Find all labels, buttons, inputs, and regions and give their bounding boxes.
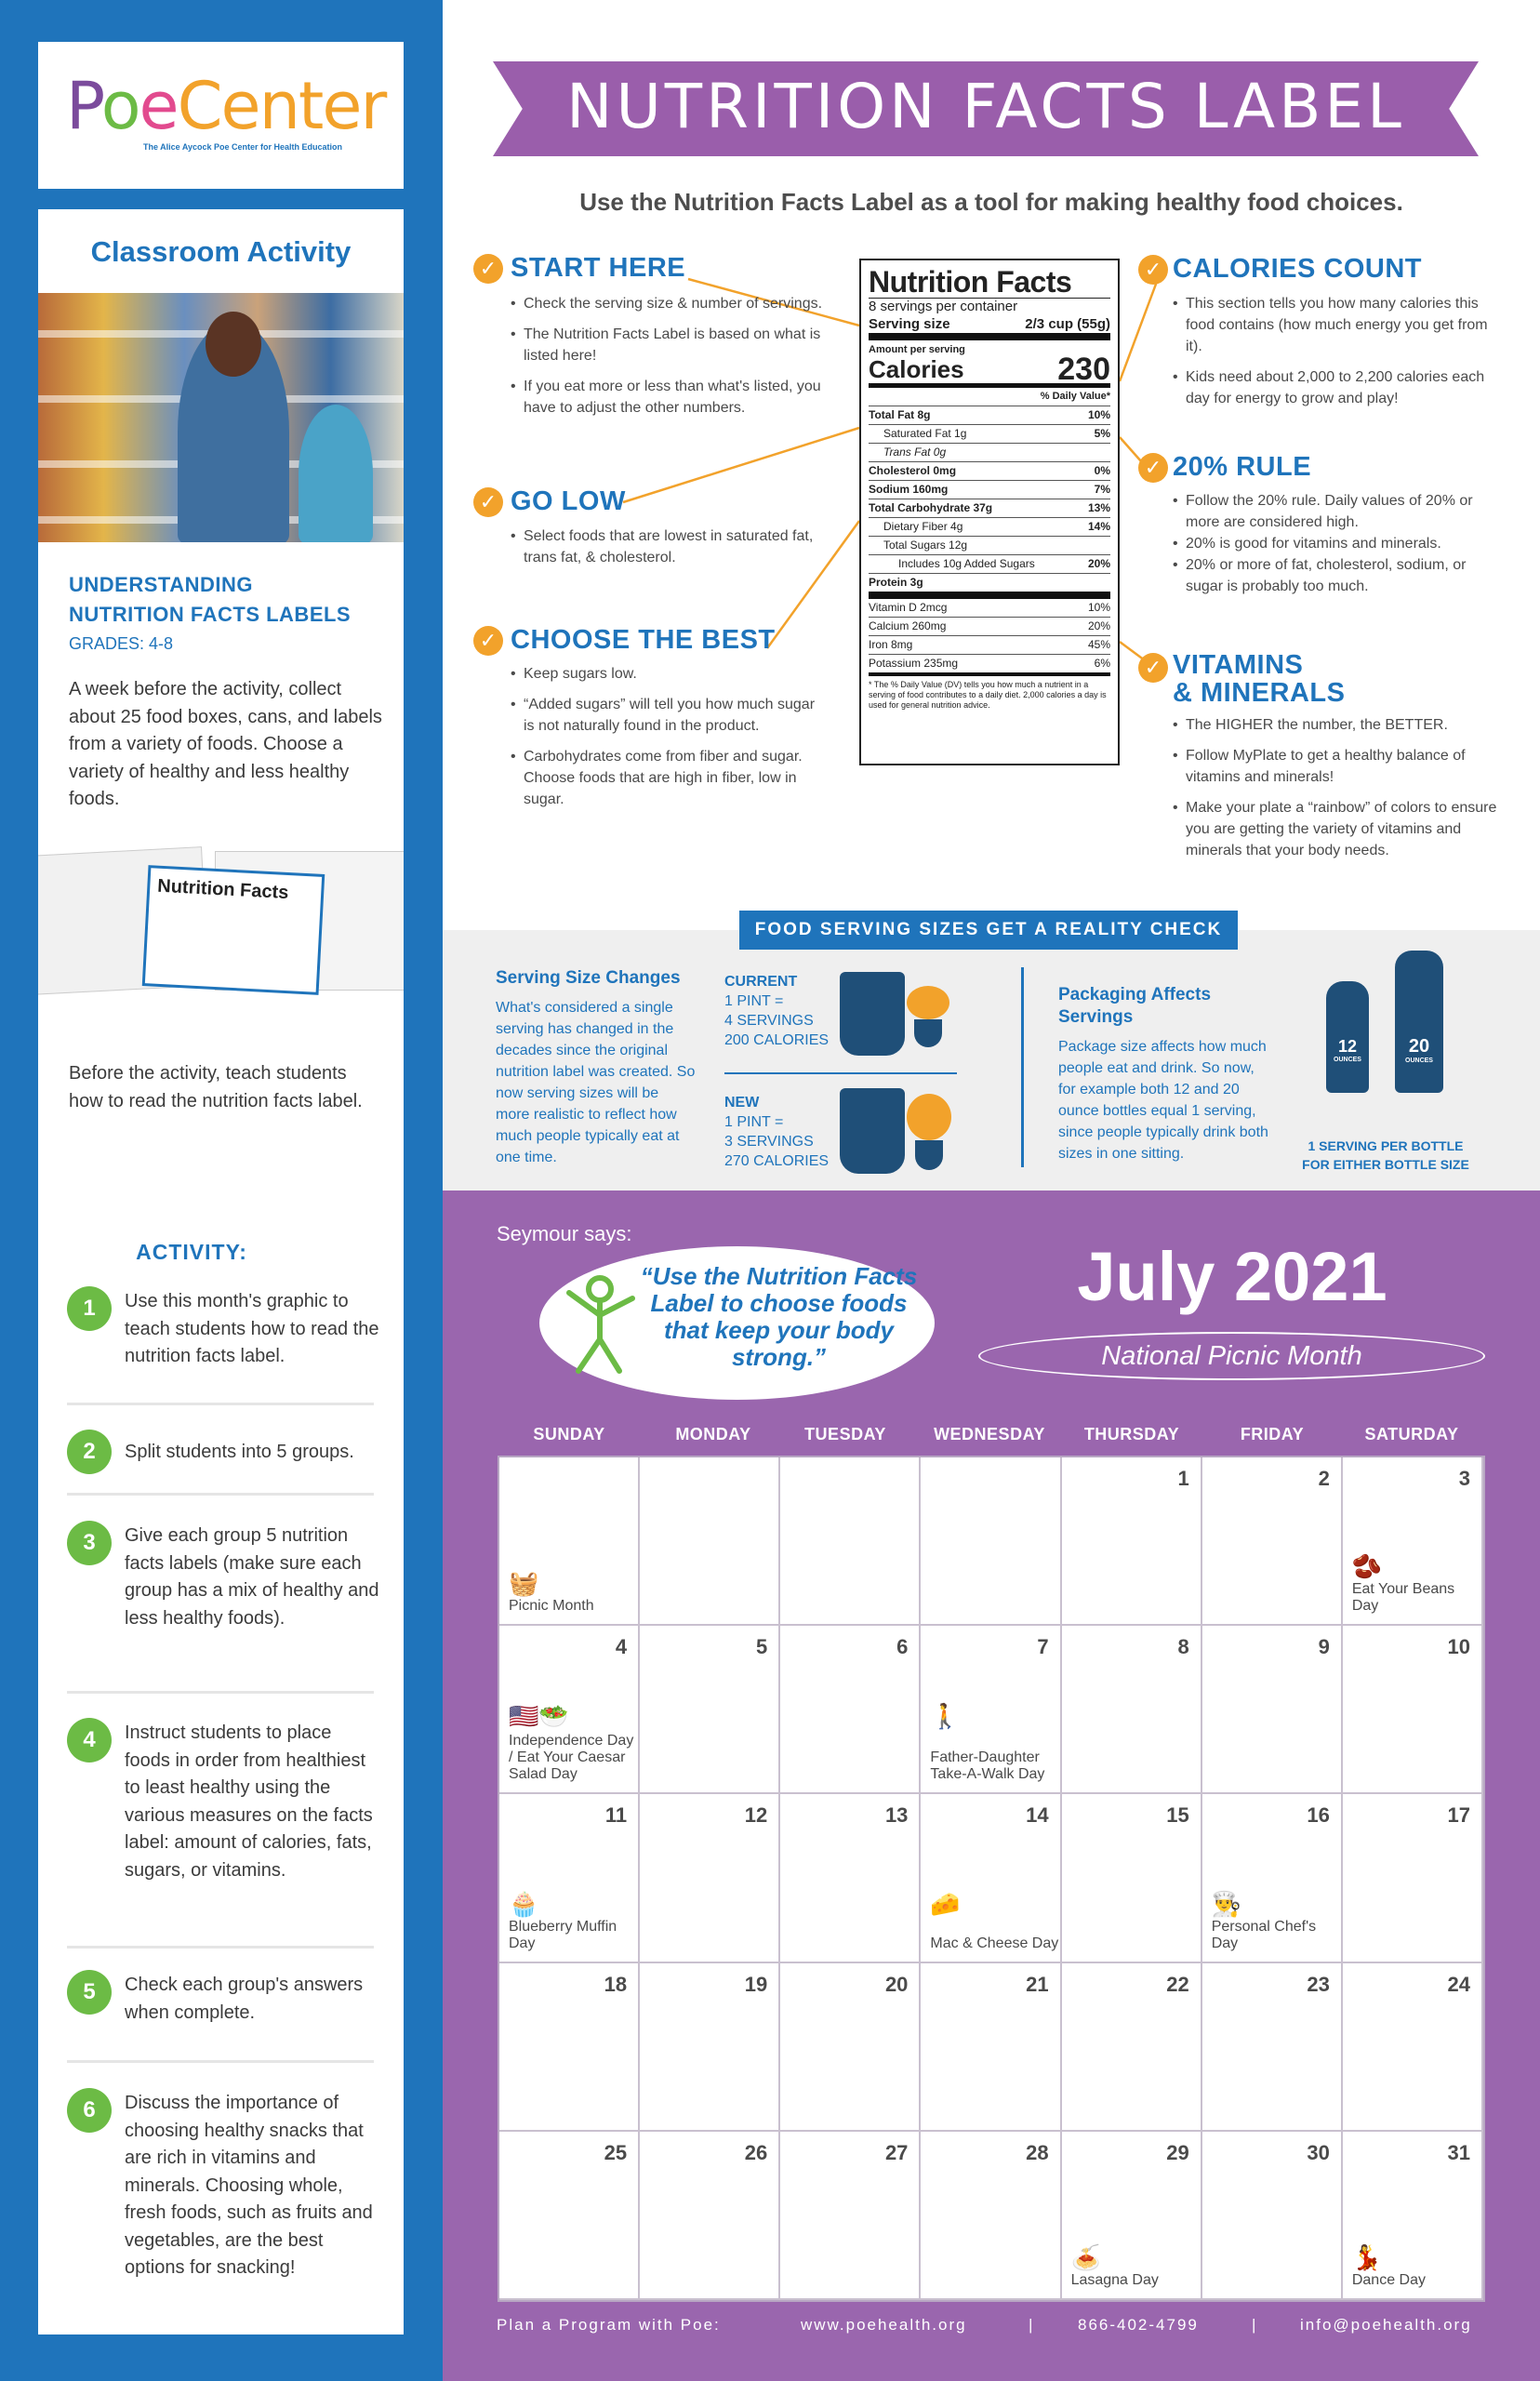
calendar-month: July 2021 bbox=[1077, 1238, 1387, 1315]
calendar-day-cell bbox=[1062, 1794, 1202, 1962]
go-low-title: GO LOW bbox=[511, 486, 626, 516]
calendar-day-cell bbox=[499, 1626, 640, 1794]
step-4: 4 Instruct students to place foods in order from healthiest to least healthy using the various measures on the facts label: amount of calories, fats, sugars, or vitamins. bbox=[67, 1718, 374, 1885]
step-1: 1 Use this month's graphic to teach students how to read the nutrition facts label. bbox=[67, 1286, 374, 1370]
day-header: SUNDAY bbox=[533, 1425, 605, 1443]
calendar-day-cell bbox=[499, 1963, 640, 2132]
calendar-theme: National Picnic Month bbox=[978, 1332, 1485, 1380]
day-number: 24 bbox=[1447, 1972, 1470, 1996]
day-number: 19 bbox=[744, 1972, 768, 1996]
day-header: SATURDAY bbox=[1364, 1425, 1459, 1443]
day-number: 15 bbox=[1166, 1803, 1189, 1828]
calendar-day-cell bbox=[1343, 1963, 1483, 2132]
calendar-day-cell bbox=[1343, 1626, 1483, 1794]
vitamins-list: • The HIGHER the number, the BETTER. • Follow MyPlate to get a healthy balance of vitamins and minerals! • Make your plate a “rainbow” of colors to ensure you are getting the variety of vitamins and minerals that your body needs. bbox=[1173, 714, 1498, 871]
serving-tag: FOOD SERVING SIZES GET A REALITY CHECK bbox=[739, 911, 1238, 950]
shopping-photo bbox=[38, 293, 404, 542]
calendar-day-cell bbox=[921, 2132, 1061, 2300]
start-here-title: START HERE bbox=[511, 253, 686, 283]
footer: Plan a Program with Poe: www.poehealth.org | 866-402-4799 | info@poehealth.org bbox=[497, 2316, 1472, 2334]
calendar-day-cell bbox=[499, 1794, 640, 1962]
day-number: 25 bbox=[604, 2140, 628, 2164]
day-number: 28 bbox=[1026, 2140, 1049, 2164]
seymour-quote: “Use the Nutrition Facts Label to choose foods that keep your body strong.” bbox=[640, 1262, 918, 1371]
calendar-event: Blueberry Muffin Day bbox=[509, 1918, 617, 1951]
choose-best-title: CHOOSE THE BEST bbox=[511, 625, 776, 655]
day-number: 11 bbox=[604, 1803, 628, 1828]
calendar-day-cell bbox=[640, 1963, 780, 2132]
go-low-list: • Select foods that are lowest in saturated fat, trans fat, & cholesterol. bbox=[511, 525, 827, 578]
ice-cream-icon bbox=[907, 1094, 953, 1174]
page-title: NUTRITION FACTS LABEL bbox=[566, 71, 1405, 142]
calendar-event: Dance Day bbox=[1351, 2271, 1426, 2288]
day-number: 2 bbox=[1318, 1467, 1330, 1490]
day-number: 22 bbox=[1166, 1972, 1189, 1996]
check-icon: ✓ bbox=[473, 626, 503, 656]
calendar-event: Independence Day / Eat Your Caesar Salad Day bbox=[509, 1733, 634, 1783]
before-text: Before the activity, teach students how to read the nutrition facts label. bbox=[69, 1063, 363, 1111]
labels-image: Nutrition Facts bbox=[38, 823, 404, 1004]
calendar-day-cell bbox=[1343, 1794, 1483, 1962]
day-number: 3 bbox=[1458, 1467, 1470, 1490]
dance-icon: 💃 bbox=[1351, 2242, 1383, 2271]
day-number: 7 bbox=[1037, 1635, 1049, 1659]
calendar-day-cell bbox=[1062, 2132, 1202, 2300]
panel-title: Classroom Activity bbox=[90, 235, 352, 268]
day-header: FRIDAY bbox=[1240, 1425, 1305, 1443]
chef-icon: 👨‍🍳 bbox=[1211, 1889, 1242, 1918]
day-number: 30 bbox=[1307, 2140, 1330, 2164]
calendar-event: Picnic Month bbox=[509, 1598, 594, 1615]
calendar-day-cell bbox=[1202, 1963, 1343, 2132]
calendar-day-cell bbox=[780, 1457, 921, 1626]
new-serving: NEW 1 PINT = 3 SERVINGS 270 CALORIES bbox=[724, 1095, 830, 1169]
start-here-list: • Check the serving size & number of servings. • The Nutrition Facts Label is based on what is listed here! • If you eat more or less than what's listed, you have to adjust the other numbers. bbox=[511, 293, 827, 428]
day-number: 10 bbox=[1447, 1635, 1470, 1659]
activity-title: ACTIVITY: bbox=[136, 1240, 247, 1264]
day-number: 8 bbox=[1177, 1635, 1189, 1659]
calendar-day-cell bbox=[1202, 1457, 1343, 1626]
day-header: TUESDAY bbox=[804, 1425, 886, 1443]
day-number: 23 bbox=[1307, 1972, 1330, 1996]
check-icon: ✓ bbox=[1138, 453, 1168, 483]
calendar-day-cell bbox=[1202, 1626, 1343, 1794]
current-serving: CURRENT 1 PINT = 4 SERVINGS 200 CALORIES bbox=[724, 974, 830, 1048]
pint-icon bbox=[840, 972, 905, 1056]
step-5: 5 Check each group's answers when complete. bbox=[67, 1970, 374, 2026]
day-number: 4 bbox=[615, 1635, 628, 1659]
calendar-day-cell bbox=[1202, 1794, 1343, 1962]
day-number: 27 bbox=[884, 2140, 909, 2164]
day-header: MONDAY bbox=[675, 1425, 751, 1443]
section-title: UNDERSTANDING NUTRITION FACTS LABELS bbox=[69, 573, 352, 626]
day-number: 6 bbox=[896, 1635, 909, 1659]
grades: GRADES: 4-8 bbox=[69, 634, 174, 653]
calendar-day-cell bbox=[640, 1794, 780, 1962]
calendar-event: Personal Chef's Day bbox=[1211, 1918, 1317, 1951]
choose-best-list: • Keep sugars low. • “Added sugars” will tell you how much sugar is not naturally found in the product. • Carbohydrates come from fiber and sugar. Choose foods that are high in fiber, low in sugar. bbox=[511, 663, 827, 819]
packaging-title: Packaging Affects Servings bbox=[1058, 985, 1212, 1027]
flag-salad-icon: 🇺🇸🥗 bbox=[509, 1702, 569, 1731]
calendar-event: Eat Your Beans Day bbox=[1351, 1581, 1455, 1615]
bottle-12-icon: 12 OUNCES bbox=[1326, 981, 1369, 1093]
calories-list: • This section tells you how many calories this food contains (how much energy you get from it). • Kids need about 2,000 to 2,200 calories each day for energy to grow and play! bbox=[1173, 293, 1489, 419]
day-number: 9 bbox=[1318, 1635, 1330, 1659]
calendar-day-cell bbox=[1062, 1457, 1202, 1626]
calendar-day-cell bbox=[921, 1626, 1061, 1794]
step-3: 3 Give each group 5 nutrition facts labels (make sure each group has a mix of healthy and less healthy foods). bbox=[67, 1521, 374, 1632]
calendar-day-cell bbox=[780, 1794, 921, 1962]
calendar-day-cell bbox=[921, 1457, 1061, 1626]
day-header: WEDNESDAY bbox=[934, 1425, 1045, 1443]
day-number: 29 bbox=[1166, 2140, 1189, 2164]
step-6: 6 Discuss the importance of choosing healthy snacks that are rich in vitamins and minerals. Choosing whole, fresh foods, such as fruits and vegetables, are the best options for snacking! bbox=[67, 2088, 374, 2274]
calendar-day-cell bbox=[640, 1457, 780, 1626]
calendar-day-cell bbox=[1202, 2132, 1343, 2300]
step-2: 2 Split students into 5 groups. bbox=[67, 1430, 374, 1467]
check-icon: ✓ bbox=[473, 487, 503, 517]
20-rule-title: 20% RULE bbox=[1173, 452, 1312, 482]
day-number: 12 bbox=[744, 1803, 768, 1828]
day-number: 13 bbox=[884, 1803, 909, 1828]
changes-text: What's considered a single serving has changed in the decades since the original nutrition label was created. So now serving sizes will be more realistic to reflect how much people typically eat at one time. bbox=[496, 1000, 696, 1165]
calendar-day-cell bbox=[921, 1963, 1061, 2132]
calendar-event: Mac & Cheese Day bbox=[930, 1935, 1059, 1951]
day-number: 31 bbox=[1447, 2140, 1470, 2164]
logo-subtitle: The Alice Aycock Poe Center for Health Education bbox=[143, 142, 343, 152]
nutrition-facts-label: Nutrition Facts 8 servings per container Serving size 2/3 cup (55g) Amount per serving Calories 230 % Daily Value* Total Fat 8g 10% Saturated Fat 1g 5% Trans Fat 0g Cholesterol 0mg 0% Sodium 160mg 7% Total Carbohydrate 37g 13% Dietary Fiber 4g 14% Total Sugars 12g Includes 10g Added Sugars 20% Protein 3g Vitamin D 2mcg 10% Calcium 260mg 20% Iron 8mg 45% Potassium 235mg 6% * The % Daily Value (DV) tells you how much a nutrient in a serving of food contributes to a daily diet. 2,000 calories a day is used for general nutrition advice. bbox=[859, 259, 1120, 765]
calendar-day-cell bbox=[780, 1963, 921, 2132]
day-number: 26 bbox=[744, 2140, 768, 2164]
intro-text: A week before the activity, collect about 25 food boxes, cans, and labels from a variety of foods. Choose a variety of healthy and less healthy foods. bbox=[69, 679, 382, 809]
calendar-event: Lasagna Day bbox=[1070, 2271, 1159, 2288]
20-rule-list: • Follow the 20% rule. Daily values of 20% or more are considered high. • 20% is good for vitamins and minerals. • 20% or more of fat, cholesterol, sodium, or sugar is probably too much. bbox=[1173, 490, 1489, 597]
calendar-day-cell bbox=[499, 2132, 640, 2300]
logo: PoeCenter The Alice Aycock Poe Center for Health Education bbox=[38, 42, 404, 189]
calendar-day-cell bbox=[640, 1626, 780, 1794]
day-header: THURSDAY bbox=[1083, 1425, 1180, 1443]
day-number: 1 bbox=[1177, 1467, 1189, 1490]
day-number: 20 bbox=[884, 1972, 909, 1996]
calendar-day-cell bbox=[780, 2132, 921, 2300]
calories-title: CALORIES COUNT bbox=[1173, 254, 1422, 284]
day-number: 5 bbox=[756, 1635, 768, 1659]
bottle-20-icon: 20 OUNCES bbox=[1395, 951, 1443, 1093]
walking-icon: 🚶 bbox=[930, 1702, 961, 1731]
activity-panel bbox=[38, 209, 404, 2334]
day-number: 14 bbox=[1026, 1803, 1049, 1828]
calendar-day-cell bbox=[1062, 1963, 1202, 2132]
day-number: 16 bbox=[1307, 1803, 1330, 1828]
check-icon: ✓ bbox=[473, 254, 503, 284]
check-icon: ✓ bbox=[1138, 255, 1168, 285]
bottle-caption: 1 SERVING PER BOTTLE FOR EITHER BOTTLE SIZE bbox=[1302, 1138, 1469, 1172]
picnic-basket-icon: 🧺 bbox=[509, 1569, 539, 1598]
packaging-text: Package size affects how much people eat and drink. So now, for example both 12 and 20 ounce bottles equal 1 serving, since people typically drink both sizes in one sitting. bbox=[1058, 1039, 1268, 1162]
seymour-figure-icon bbox=[558, 1274, 642, 1377]
calendar-event: Father-Daughter Take-A-Walk Day bbox=[930, 1749, 1045, 1783]
ice-cream-icon bbox=[907, 986, 953, 1051]
mac-cheese-icon: 🧀 bbox=[930, 1889, 961, 1918]
calendar-day-cell bbox=[1062, 1626, 1202, 1794]
day-number: 18 bbox=[604, 1972, 628, 1996]
vitamins-title: VITAMINS & MINERALS bbox=[1173, 650, 1346, 708]
page-subtitle: Use the Nutrition Facts Label as a tool for making healthy food choices. bbox=[579, 188, 1403, 216]
lasagna-icon: 🍝 bbox=[1070, 2242, 1101, 2271]
pint-icon bbox=[840, 1088, 905, 1174]
calendar-day-cell bbox=[1343, 1457, 1483, 1626]
calendar-day-cell bbox=[921, 1794, 1061, 1962]
day-number: 17 bbox=[1447, 1803, 1470, 1828]
calendar-day-cell bbox=[640, 2132, 780, 2300]
beans-icon: 🫘 bbox=[1351, 1552, 1383, 1581]
changes-title: Serving Size Changes bbox=[496, 968, 681, 988]
seymour-label: Seymour says: bbox=[497, 1222, 632, 1245]
calendar-day-cell bbox=[499, 1457, 640, 1626]
calendar-day-cell bbox=[1343, 2132, 1483, 2300]
calendar-grid bbox=[498, 1456, 1485, 2302]
muffin-icon: 🧁 bbox=[509, 1889, 539, 1918]
calendar-day-cell bbox=[780, 1626, 921, 1794]
check-icon: ✓ bbox=[1138, 653, 1168, 683]
day-number: 21 bbox=[1026, 1972, 1049, 1996]
